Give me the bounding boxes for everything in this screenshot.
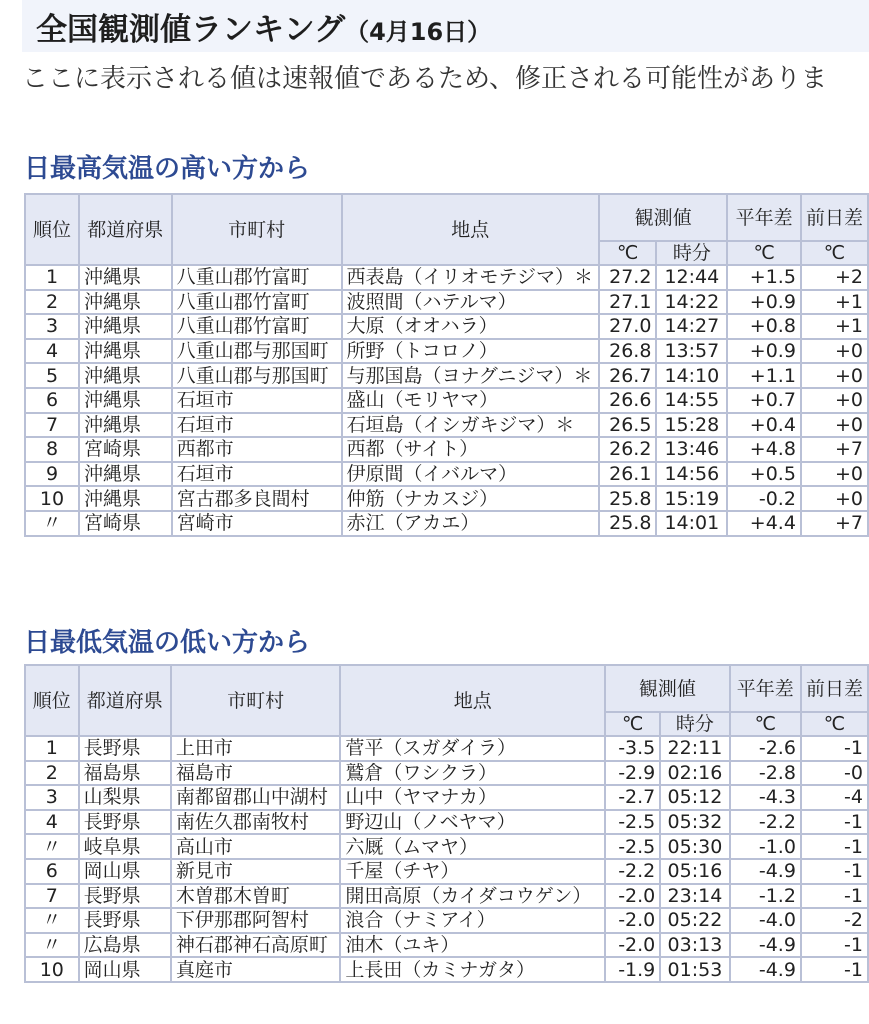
cell-diff-prev: +0 [801,339,868,364]
cell-diff-prev: +0 [801,363,868,388]
cell-time: 03:13 [660,933,729,958]
table-row [25,810,868,835]
cell-diff-prev: +7 [801,437,868,462]
cell-prefecture: 長野県 [79,810,171,835]
cell-diff-prev: +0 [801,462,868,487]
cell-city: 八重山郡竹富町 [172,265,342,290]
table-row [25,462,868,487]
cell-city: 真庭市 [171,957,341,982]
cell-diff-prev: +1 [801,290,868,315]
table-row [25,957,868,982]
cell-diff-prev: +7 [801,511,868,536]
subcol-unit: ℃ [599,241,656,265]
cell-prefecture: 長野県 [79,908,171,933]
subcol-time: 時分 [656,241,727,265]
cell-time: 22:11 [660,736,729,761]
table-row [25,437,868,462]
cell-diff-prev: -4 [801,785,868,810]
table-row [25,388,868,413]
cell-city: 南都留郡山中湖村 [171,785,341,810]
table-row [25,834,868,859]
col-rank: 順位 [25,194,79,265]
cell-city: 西都市 [172,437,342,462]
cell-city: 宮崎市 [172,511,342,536]
cell-prefecture: 沖縄県 [79,363,172,388]
table-row [25,511,868,536]
cell-time: 05:12 [660,785,729,810]
table-row [25,736,868,761]
cell-value: -3.5 [605,736,660,761]
cell-rank: 〃 [25,511,79,536]
cell-diff-normal: -4.9 [730,933,801,958]
cell-value: 27.0 [599,314,656,339]
cell-location: 伊原間（イバルマ） [342,462,599,487]
cell-rank: 3 [25,785,79,810]
table-row [25,933,868,958]
table-row [25,761,868,786]
cell-city: 石垣市 [172,388,342,413]
cell-rank: 10 [25,486,79,511]
table-row [25,785,868,810]
cell-value: -2.0 [605,908,660,933]
cell-value: -2.2 [605,859,660,884]
cell-time: 14:55 [656,388,727,413]
cell-location: 西表島（イリオモテジマ）＊ [342,265,599,290]
cell-rank: 9 [25,462,79,487]
cell-rank: 4 [25,810,79,835]
cell-rank: 5 [25,363,79,388]
cell-city: 木曽郡木曽町 [171,884,341,909]
cell-value: -2.9 [605,761,660,786]
cell-rank: 6 [25,859,79,884]
cell-diff-normal: +0.8 [727,314,801,339]
cell-city: 八重山郡竹富町 [172,290,342,315]
table-row [25,486,868,511]
cell-prefecture: 沖縄県 [79,413,172,438]
col-diff-prev: 前日差 [801,194,868,241]
cell-location: 菅平（スガダイラ） [340,736,605,761]
cell-diff-prev: +0 [801,486,868,511]
table-row [25,859,868,884]
col-diff-normal: 平年差 [730,665,801,712]
cell-prefecture: 沖縄県 [79,314,172,339]
page-title [36,4,491,49]
cell-time: 05:30 [660,834,729,859]
cell-city: 新見市 [171,859,341,884]
cell-city: 石垣市 [172,462,342,487]
cell-value: 26.6 [599,388,656,413]
cell-city: 福島市 [171,761,341,786]
cell-diff-normal: +0.4 [727,413,801,438]
cell-diff-prev: -1 [801,859,868,884]
cell-diff-normal: -1.0 [730,834,801,859]
cell-time: 14:22 [656,290,727,315]
cell-time: 12:44 [656,265,727,290]
cell-value: -2.0 [605,933,660,958]
subcol-unit: ℃ [801,712,868,736]
cell-location: 所野（トコロノ） [342,339,599,364]
cell-location: 上長田（カミナガタ） [340,957,605,982]
cell-prefecture: 沖縄県 [79,486,172,511]
cell-location: 赤江（アカエ） [342,511,599,536]
table-row [25,884,868,909]
cell-prefecture: 沖縄県 [79,339,172,364]
cell-location: 山中（ヤマナカ） [340,785,605,810]
cell-location: 野辺山（ノベヤマ） [340,810,605,835]
table-row [25,314,868,339]
provisional-notice: ここに表示される値は速報値であるため、修正される可能性がありま [22,64,827,94]
cell-value: 26.5 [599,413,656,438]
cell-time: 23:14 [660,884,729,909]
cell-location: 仲筋（ナカスジ） [342,486,599,511]
low-temp-table [24,664,869,983]
cell-time: 14:27 [656,314,727,339]
cell-diff-normal: -4.3 [730,785,801,810]
cell-rank: 〃 [25,834,79,859]
cell-value: 26.8 [599,339,656,364]
cell-diff-normal: +1.5 [727,265,801,290]
table-row [25,413,868,438]
cell-diff-normal: -4.0 [730,908,801,933]
cell-value: -2.7 [605,785,660,810]
cell-rank: 10 [25,957,79,982]
cell-value: 27.2 [599,265,656,290]
cell-rank: 8 [25,437,79,462]
cell-city: 宮古郡多良間村 [172,486,342,511]
high-temp-table [24,193,869,537]
col-prefecture: 都道府県 [79,665,171,736]
cell-city: 高山市 [171,834,341,859]
cell-diff-normal: -1.2 [730,884,801,909]
cell-location: 波照間（ハテルマ） [342,290,599,315]
cell-rank: 2 [25,761,79,786]
cell-diff-prev: +0 [801,388,868,413]
cell-diff-prev: -1 [801,736,868,761]
cell-location: 盛山（モリヤマ） [342,388,599,413]
cell-location: 開田高原（カイダコウゲン） [340,884,605,909]
cell-prefecture: 岡山県 [79,957,171,982]
cell-value: 27.1 [599,290,656,315]
cell-location: 千屋（チヤ） [340,859,605,884]
cell-value: 26.1 [599,462,656,487]
cell-prefecture: 長野県 [79,736,171,761]
col-observed: 観測値 [599,194,727,241]
col-diff-normal: 平年差 [727,194,801,241]
cell-location: 六厩（ムマヤ） [340,834,605,859]
cell-prefecture: 岐阜県 [79,834,171,859]
cell-city: 八重山郡与那国町 [172,339,342,364]
cell-city: 上田市 [171,736,341,761]
table-row [25,265,868,290]
cell-diff-normal: +1.1 [727,363,801,388]
high-temp-section [24,193,869,537]
cell-location: 西都（サイト） [342,437,599,462]
cell-diff-prev: -1 [801,810,868,835]
col-location: 地点 [340,665,605,736]
table-row [25,290,868,315]
cell-diff-prev: -1 [801,884,868,909]
cell-prefecture: 沖縄県 [79,265,172,290]
cell-prefecture: 宮崎県 [79,437,172,462]
cell-city: 南佐久郡南牧村 [171,810,341,835]
cell-diff-normal: -2.8 [730,761,801,786]
cell-rank: 7 [25,413,79,438]
cell-prefecture: 山梨県 [79,785,171,810]
cell-time: 01:53 [660,957,729,982]
page-title-text: 全国観測値ランキング [36,12,346,48]
page-date: （4月16日） [345,18,492,46]
cell-rank: 4 [25,339,79,364]
cell-time: 05:22 [660,908,729,933]
cell-prefecture: 広島県 [79,933,171,958]
col-diff-prev: 前日差 [801,665,868,712]
cell-time: 05:16 [660,859,729,884]
cell-time: 05:32 [660,810,729,835]
cell-city: 八重山郡竹富町 [172,314,342,339]
cell-time: 02:16 [660,761,729,786]
cell-prefecture: 沖縄県 [79,462,172,487]
cell-diff-prev: +1 [801,314,868,339]
cell-diff-normal: +4.4 [727,511,801,536]
cell-rank: 〃 [25,933,79,958]
cell-city: 神石郡神石高原町 [171,933,341,958]
subcol-unit: ℃ [801,241,868,265]
cell-prefecture: 長野県 [79,884,171,909]
cell-diff-prev: +2 [801,265,868,290]
table-row [25,339,868,364]
cell-diff-prev: -0 [801,761,868,786]
cell-value: -2.5 [605,810,660,835]
subcol-unit: ℃ [605,712,660,736]
cell-time: 13:46 [656,437,727,462]
cell-diff-normal: +0.7 [727,388,801,413]
cell-value: -2.5 [605,834,660,859]
cell-rank: 〃 [25,908,79,933]
cell-city: 下伊那郡阿智村 [171,908,341,933]
cell-value: 26.7 [599,363,656,388]
cell-rank: 3 [25,314,79,339]
cell-time: 15:28 [656,413,727,438]
cell-diff-normal: -2.6 [730,736,801,761]
cell-diff-normal: +0.5 [727,462,801,487]
high-temp-heading: 日最高気温の高い方から [24,154,311,184]
col-city: 市町村 [171,665,341,736]
cell-diff-prev: +0 [801,413,868,438]
table-row [25,908,868,933]
col-city: 市町村 [172,194,342,265]
cell-location: 大原（オオハラ） [342,314,599,339]
cell-value: 26.2 [599,437,656,462]
low-temp-section [24,664,869,983]
cell-city: 石垣市 [172,413,342,438]
cell-diff-normal: -4.9 [730,859,801,884]
cell-diff-prev: -2 [801,908,868,933]
cell-city: 八重山郡与那国町 [172,363,342,388]
col-rank: 順位 [25,665,79,736]
cell-diff-normal: -2.2 [730,810,801,835]
cell-prefecture: 福島県 [79,761,171,786]
col-location: 地点 [342,194,599,265]
subcol-unit: ℃ [727,241,801,265]
cell-value: 25.8 [599,511,656,536]
cell-diff-normal: +0.9 [727,290,801,315]
cell-time: 15:19 [656,486,727,511]
cell-rank: 7 [25,884,79,909]
cell-diff-normal: -4.9 [730,957,801,982]
cell-location: 鷲倉（ワシクラ） [340,761,605,786]
cell-location: 浪合（ナミアイ） [340,908,605,933]
cell-diff-normal: +0.9 [727,339,801,364]
cell-rank: 1 [25,265,79,290]
cell-time: 14:10 [656,363,727,388]
cell-diff-prev: -1 [801,933,868,958]
cell-rank: 6 [25,388,79,413]
cell-diff-normal: +4.8 [727,437,801,462]
col-prefecture: 都道府県 [79,194,172,265]
table-row [25,363,868,388]
subcol-unit: ℃ [730,712,801,736]
cell-prefecture: 宮崎県 [79,511,172,536]
cell-value: -2.0 [605,884,660,909]
subcol-time: 時分 [660,712,729,736]
cell-time: 14:56 [656,462,727,487]
cell-time: 14:01 [656,511,727,536]
cell-prefecture: 沖縄県 [79,290,172,315]
cell-value: 25.8 [599,486,656,511]
cell-diff-prev: -1 [801,834,868,859]
cell-location: 油木（ユキ） [340,933,605,958]
cell-rank: 2 [25,290,79,315]
col-observed: 観測値 [605,665,729,712]
low-temp-heading: 日最低気温の低い方から [24,628,311,658]
cell-rank: 1 [25,736,79,761]
cell-location: 石垣島（イシガキジマ）＊ [342,413,599,438]
cell-prefecture: 岡山県 [79,859,171,884]
cell-time: 13:57 [656,339,727,364]
cell-diff-normal: -0.2 [727,486,801,511]
cell-prefecture: 沖縄県 [79,388,172,413]
cell-value: -1.9 [605,957,660,982]
cell-location: 与那国島（ヨナグニジマ）＊ [342,363,599,388]
cell-diff-prev: -1 [801,957,868,982]
